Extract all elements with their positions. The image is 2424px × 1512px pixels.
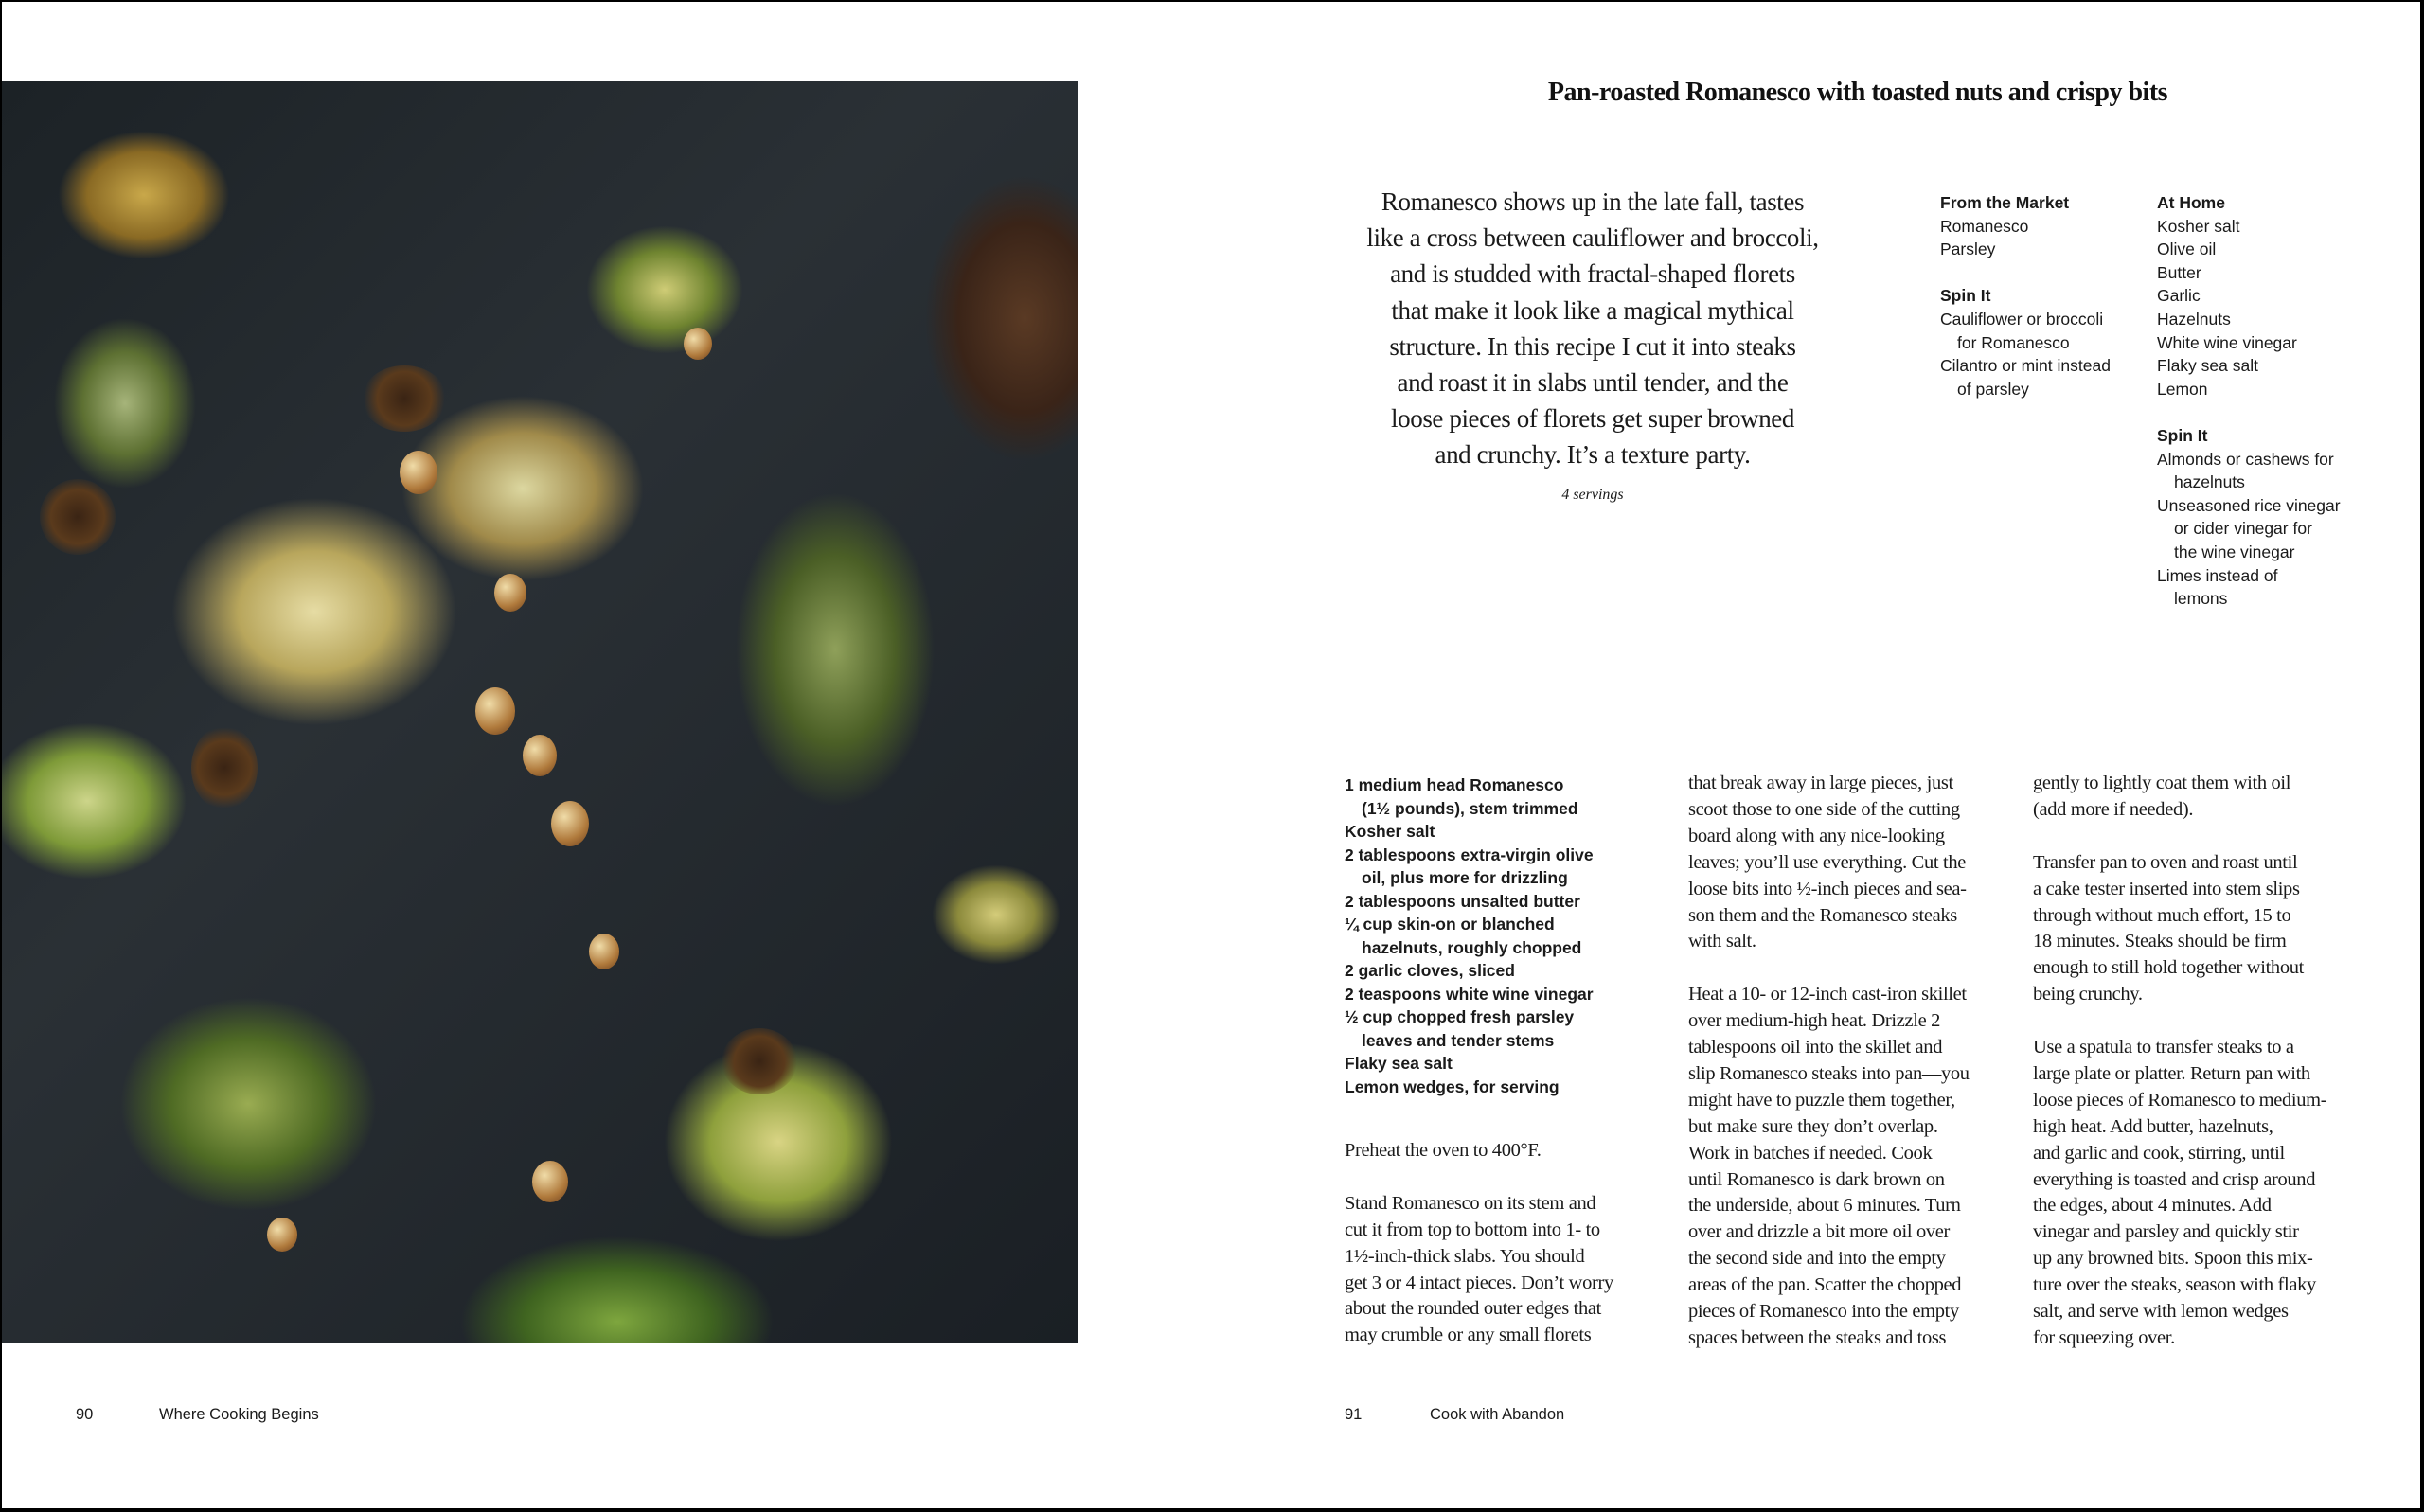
browned-spot [40, 479, 116, 555]
intro-line: Romanesco shows up in the late fall, tastes [1381, 187, 1805, 216]
method-column-2 [1688, 771, 1970, 1352]
at-home-heading: At Home [2157, 193, 2225, 212]
method-line: enough to still hold together without [2033, 957, 2304, 979]
book-spread [2, 2, 2420, 1508]
browned-spot [722, 1028, 797, 1094]
ingredient: ¼ cup skin-on or blanched [1345, 915, 1555, 934]
method-line: cut it from top to bottom into 1- to [1345, 1218, 1600, 1240]
method-line: Heat a 10- or 12-inch cast-iron skillet [1688, 984, 1967, 1005]
market-item: Parsley [1940, 240, 1996, 259]
method-line: the underside, about 6 minutes. Turn [1688, 1195, 1961, 1217]
method-line: areas of the pan. Scatter the chopped [1688, 1274, 1962, 1296]
method-line: for squeezing over. [2033, 1327, 2175, 1348]
ingredient-cont: hazelnuts, roughly chopped [1362, 937, 1582, 957]
spin-it-item: Almonds or cashews for [2157, 449, 2334, 469]
method-line: gently to lightly coat them with oil [2033, 773, 2291, 793]
ingredient: 1 medium head Romanesco [1345, 775, 1564, 794]
page-number-right: 91 [1345, 1406, 1363, 1423]
running-head-right: Cook with Abandon [1430, 1406, 1565, 1423]
method-line: Transfer pan to oven and roast until [2033, 851, 2298, 873]
method-line: up any browned bits. Spoon this mix- [2033, 1248, 2313, 1270]
hazelnut [684, 328, 712, 360]
intro-line: loose pieces of florets get super browned [1391, 404, 1794, 434]
ingredient: Lemon wedges, for serving [1345, 1076, 1560, 1096]
method-line: son them and the Romanesco steaks [1688, 904, 1957, 926]
method-line: Preheat the oven to 400°F. [1345, 1140, 1542, 1161]
hazelnut [267, 1218, 297, 1252]
recipe-intro [1337, 184, 1848, 473]
home-item: Lemon [2157, 379, 2208, 399]
method-line: loose pieces of Romanesco to medium- [2033, 1089, 2327, 1111]
method-line: Stand Romanesco on its stem and [1345, 1192, 1596, 1214]
method-line: until Romanesco is dark brown on [1688, 1168, 1945, 1190]
method-line: over medium-high heat. Drizzle 2 [1688, 1010, 1941, 1032]
ingredient: 2 garlic cloves, sliced [1345, 961, 1515, 980]
ingredient-cont: oil, plus more for drizzling [1362, 868, 1568, 887]
method-line: might have to puzzle them together, [1688, 1089, 1955, 1111]
ingredient: ½ cup chopped fresh parsley [1345, 1007, 1575, 1026]
recipe-photo [2, 81, 1078, 1343]
ingredient: 2 tablespoons extra-virgin olive [1345, 845, 1594, 864]
method-line: tablespoons oil into the skillet and [1688, 1037, 1943, 1058]
ingredient-cont: leaves and tender stems [1362, 1030, 1555, 1050]
from-the-market-list [1940, 191, 2111, 400]
method-line: salt, and serve with lemon wedges [2033, 1301, 2289, 1323]
spin-it-heading: Spin It [1940, 286, 1991, 306]
method-line: scoot those to one side of the cutting [1688, 798, 1960, 820]
method-line: the edges, about 4 minutes. Add [2033, 1195, 2272, 1217]
page-number-left: 90 [76, 1406, 94, 1423]
method-column-3 [2033, 771, 2326, 1352]
hazelnut [551, 801, 589, 846]
method-line: but make sure they don’t overlap. [1688, 1115, 1938, 1137]
intro-line: structure. In this recipe I cut it into steaks [1389, 331, 1796, 361]
ingredient: 2 tablespoons unsalted butter [1345, 891, 1580, 911]
method-line: the second side and into the empty [1688, 1248, 1946, 1270]
spin-it-item: Cauliflower or broccoli [1940, 309, 2104, 329]
ingredient-cont: (1½ pounds), stem trimmed [1362, 798, 1578, 818]
method-line: 1½-inch-thick slabs. You should [1345, 1245, 1585, 1267]
method-line: (add more if needed). [2033, 798, 2194, 820]
method-line: high heat. Add butter, hazelnuts, [2033, 1115, 2273, 1137]
ingredient: Kosher salt [1345, 822, 1435, 841]
method-line: get 3 or 4 intact pieces. Don’t worry [1345, 1272, 1613, 1293]
spin-it-heading: Spin It [2157, 425, 2208, 445]
spin-it-item: Unseasoned rice vinegar [2157, 495, 2341, 515]
browned-spot [362, 365, 447, 432]
hazelnut [494, 574, 526, 612]
ingredient: 2 teaspoons white wine vinegar [1345, 984, 1594, 1004]
spin-it-item-cont: hazelnuts [2174, 472, 2245, 492]
home-item: Olive oil [2157, 240, 2217, 259]
method-column-1 [1345, 1138, 1613, 1349]
hazelnut [589, 934, 619, 969]
browned-spot [191, 725, 258, 810]
home-item: Butter [2157, 262, 2201, 282]
ingredient: Flaky sea salt [1345, 1054, 1453, 1073]
method-line: a cake tester inserted into stem slips [2033, 878, 2300, 899]
method-line: ture over the steaks, season with flaky [2033, 1274, 2316, 1296]
hazelnut [400, 451, 437, 494]
method-line: board along with any nice-looking [1688, 825, 1945, 846]
method-line: leaves; you’ll use everything. Cut the [1688, 851, 1966, 873]
method-line: spaces between the steaks and toss [1688, 1327, 1947, 1349]
servings: 4 servings [1561, 487, 1624, 503]
spin-it-item-cont: lemons [2174, 589, 2228, 609]
spin-it-item-cont: for Romanesco [1957, 332, 2070, 352]
method-line: Use a spatula to transfer steaks to a [2033, 1037, 2294, 1058]
method-line: about the rounded outer edges that [1345, 1298, 1602, 1320]
hazelnut [475, 687, 515, 735]
home-item: Kosher salt [2157, 216, 2240, 236]
method-line: Work in batches if needed. Cook [1688, 1142, 1933, 1164]
method-line: over and drizzle a bit more oil over [1688, 1221, 1950, 1243]
method-line: 18 minutes. Steaks should be firm [2033, 931, 2287, 952]
spin-it-item-cont: or cider vinegar for [2174, 519, 2312, 539]
from-the-market-heading: From the Market [1940, 193, 2070, 212]
hazelnut [523, 735, 557, 776]
ingredient-list [1345, 774, 1594, 1098]
running-head-left: Where Cooking Begins [159, 1406, 319, 1423]
intro-line: and crunchy. It’s a texture party. [1435, 440, 1751, 470]
method-line: being crunchy. [2033, 984, 2143, 1005]
intro-line: that make it look like a magical mythical [1391, 295, 1794, 325]
spin-it-item: Cilantro or mint instead [1940, 356, 2111, 376]
home-item: Flaky sea salt [2157, 356, 2258, 376]
method-line: may crumble or any small florets [1345, 1325, 1592, 1346]
method-line: pieces of Romanesco into the empty [1688, 1301, 1959, 1323]
intro-line: and is studded with fractal-shaped florets [1390, 259, 1795, 289]
intro-line: and roast it in slabs until tender, and the [1397, 368, 1789, 398]
home-item: Hazelnuts [2157, 309, 2231, 329]
market-item: Romanesco [1940, 216, 2029, 236]
spin-it-item-cont: the wine vinegar [2174, 542, 2295, 561]
method-line: and garlic and cook, stirring, until [2033, 1142, 2285, 1164]
at-home-list [2157, 191, 2341, 611]
method-line: through without much effort, 15 to [2033, 904, 2291, 926]
recipe-title: Pan-roasted Romanesco with toasted nuts and crispy bits [1547, 78, 2168, 107]
home-item: Garlic [2157, 286, 2201, 306]
method-line: slip Romanesco steaks into pan—you [1688, 1062, 1970, 1084]
method-line: vinegar and parsley and quickly stir [2033, 1221, 2299, 1243]
method-line: large plate or platter. Return pan with [2033, 1062, 2310, 1084]
intro-line: like a cross between cauliflower and broccoli, [1366, 223, 1819, 253]
method-line: loose bits into ½-inch pieces and sea- [1688, 878, 1967, 899]
method-line: that break away in large pieces, just [1688, 773, 1953, 793]
spin-it-item: Limes instead of [2157, 565, 2278, 585]
home-item: White wine vinegar [2157, 332, 2297, 352]
spin-it-item-cont: of parsley [1957, 379, 2029, 399]
method-line: everything is toasted and crisp around [2033, 1168, 2316, 1190]
hazelnut [532, 1161, 568, 1202]
method-line: with salt. [1688, 931, 1756, 952]
